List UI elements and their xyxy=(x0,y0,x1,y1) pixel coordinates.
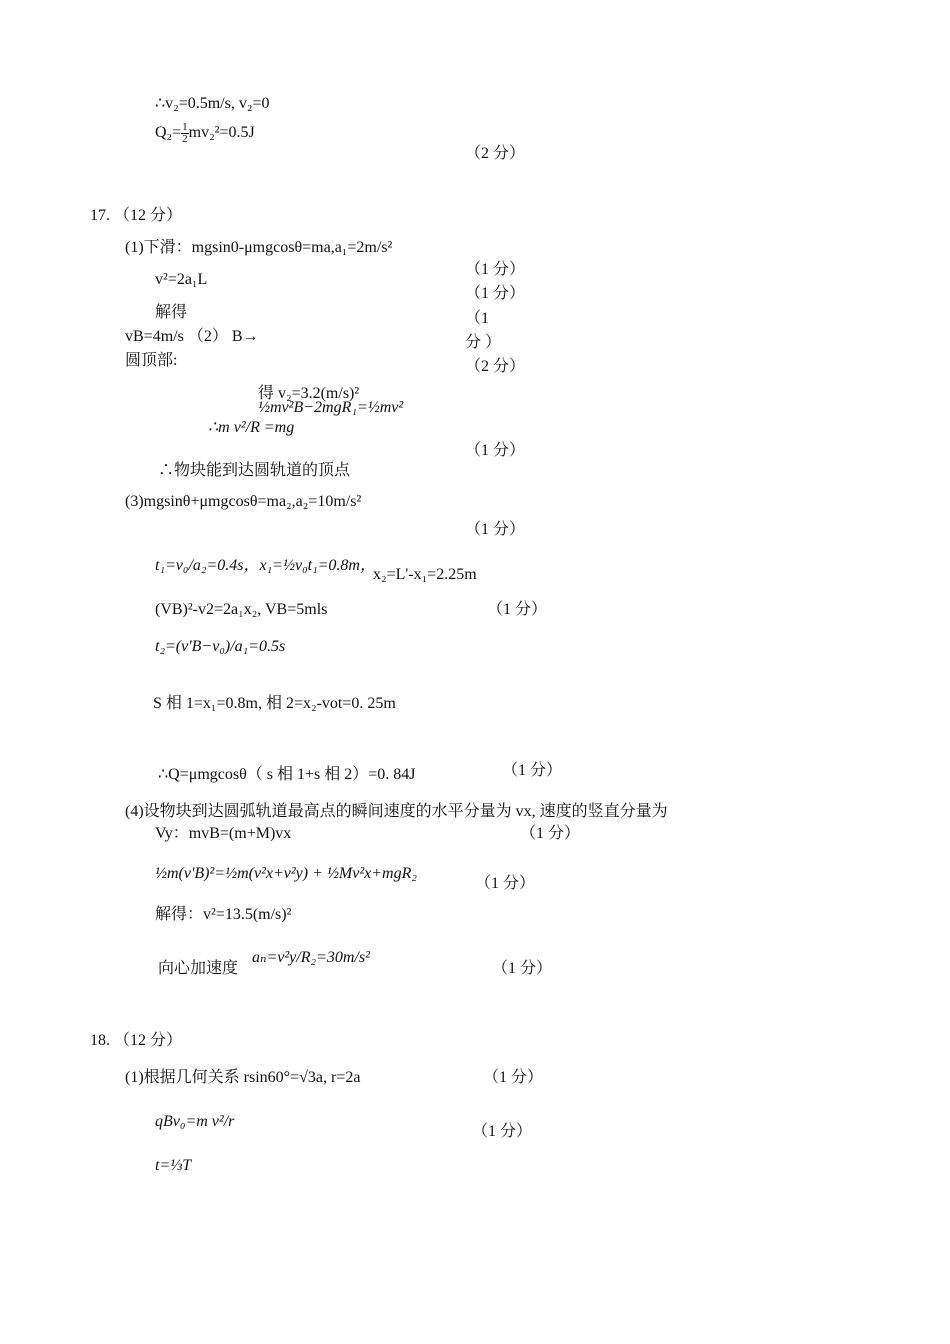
question-17-header: 17. （12 分） xyxy=(90,207,183,224)
equation-an: aₙ=v²y/R₂=30m/s² xyxy=(252,949,370,966)
score-6: （1 分） xyxy=(465,442,526,459)
line-p14: S 相 1=x₁=0.8m, 相 2=x₂-vot=0. 25m xyxy=(153,695,396,712)
line-p20: 向心加速度 xyxy=(158,960,239,977)
line-p6: 得 v₂=3.2(m/s)² xyxy=(258,385,360,402)
q2-num: 1 xyxy=(182,121,188,133)
equation-t2: t₂=(v'B−v₀)/a₁=0.5s xyxy=(155,638,286,655)
score-12: （1 分） xyxy=(492,960,553,977)
line-p16: (4)设物块到达圆弧轨道最高点的瞬间速度的水平分量为 vx, 速度的竖直分量为 xyxy=(125,803,668,820)
equation-energy-2: ½m(v'B)²=½m(v²x+v²y) + ½Mv²x+mgR₂ xyxy=(155,865,417,882)
score-8: （1 分） xyxy=(487,601,548,618)
line-p21: (1)根据几何关系 rsin60°=√3a, r=2a xyxy=(125,1069,361,1086)
line-p15: ∴Q=μmgcosθ（ s 相 1+s 相 2）=0. 84J xyxy=(158,766,416,783)
q2-rhs: mv₂²=0.5J xyxy=(188,124,255,142)
line-p19: 解得：v²=13.5(m/s)² xyxy=(155,906,292,923)
line-p17: Vy：mvB=(m+M)vx xyxy=(155,825,292,842)
score-7: （1 分） xyxy=(465,521,526,538)
equation-energy: ½mv²B−2mgR₁=½mv² xyxy=(258,399,404,416)
score-10: （1 分） xyxy=(520,825,581,842)
line-p4: vB=4m/s （2） B→ xyxy=(125,328,259,345)
score-14: （1 分） xyxy=(472,1123,533,1140)
line-q2 xyxy=(155,122,255,145)
score-4a: （1 xyxy=(465,310,490,327)
score-2: （1 分） xyxy=(465,261,526,278)
q2-den: 2 xyxy=(182,133,188,145)
equation-t1-x1: t₁=v₀/a₂=0.4s，x₁=½v₀t₁=0.8m， xyxy=(155,557,376,574)
question-18-header: 18. （12 分） xyxy=(90,1032,183,1049)
line-p1: (1)下滑：mgsin0-μmgcosθ=ma,a₁=2m/s² xyxy=(125,239,393,256)
equation-t: t=⅓T xyxy=(155,1157,192,1174)
line-p10: (3)mgsinθ+μmgcosθ=ma₂,a₂=10m/s² xyxy=(125,493,362,510)
equation-centripetal: ∴m v²/R =mg xyxy=(208,419,295,436)
score-3: （1 分） xyxy=(465,285,526,302)
score-4b: 分 ） xyxy=(465,334,502,351)
line-p3: 解得 xyxy=(155,304,188,321)
score-1: （2 分） xyxy=(465,145,526,162)
line-p5: 圆顶部: xyxy=(125,352,178,369)
line-p12: (VB)²-v2=2a₁x₂, VB=5mls xyxy=(155,601,328,618)
score-5: （2 分） xyxy=(465,358,526,375)
score-13: （1 分） xyxy=(483,1069,544,1086)
line-v2: ∴v₂=0.5m/s, v₂=0 xyxy=(155,95,270,112)
line-p2: v²=2a₁L xyxy=(155,271,208,288)
score-11: （1 分） xyxy=(475,875,536,892)
equation-qbv: qBv₀=m v²/r xyxy=(155,1113,235,1130)
score-9: （1 分） xyxy=(502,762,563,779)
line-x2: x₂=L'-x₁=2.25m xyxy=(373,566,477,583)
q2-lhs: Q₂= xyxy=(155,124,182,142)
line-p9: ∴物块能到达圆轨道的顶点 xyxy=(158,462,351,479)
